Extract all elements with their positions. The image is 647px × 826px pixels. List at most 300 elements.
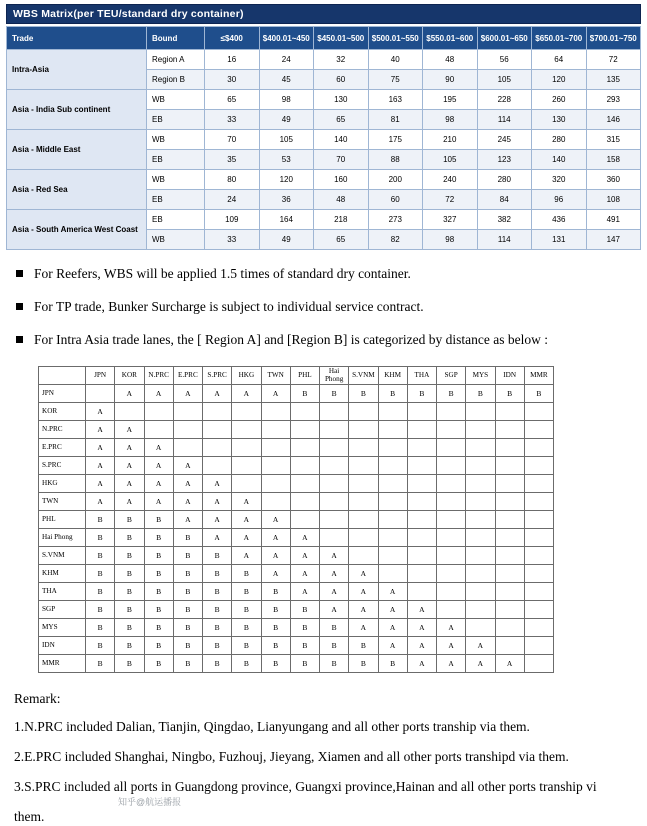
wbs-cell-value: 147 (586, 230, 641, 250)
distance-cell-b: B (320, 636, 349, 654)
distance-cell-b: B (320, 384, 349, 402)
wbs-cell-value: 135 (586, 70, 641, 90)
distance-cell-a: A (437, 654, 466, 672)
wbs-cell-value: 245 (477, 130, 532, 150)
wbs-cell-value: 45 (259, 70, 314, 90)
distance-cell-empty (232, 438, 261, 456)
wbs-cell-value: 33 (205, 110, 260, 130)
distance-col-header: IDN (495, 366, 524, 384)
distance-cell-a: A (144, 438, 173, 456)
distance-cell-a: A (349, 564, 378, 582)
distance-col-header: E.PRC (173, 366, 202, 384)
distance-cell-b: B (407, 384, 436, 402)
distance-cell-a: A (144, 456, 173, 474)
distance-cell-b: B (144, 564, 173, 582)
distance-cell-b: B (378, 384, 407, 402)
distance-cell-empty (495, 600, 524, 618)
distance-cell-b: B (261, 600, 290, 618)
distance-cell-empty (407, 438, 436, 456)
distance-cell-diagonal (320, 528, 349, 546)
distance-cell-b: B (173, 654, 202, 672)
distance-cell-a: A (115, 384, 144, 402)
remark-line-3: 3.S.PRC included all ports in Guangdong province, Guangxi province,Hainan and all other ports tranship vi (14, 779, 597, 795)
distance-cell-a: A (115, 420, 144, 438)
distance-cell-b: B (290, 384, 319, 402)
wbs-cell-value: 175 (368, 130, 423, 150)
distance-cell-empty (173, 420, 202, 438)
distance-cell-b: B (115, 528, 144, 546)
distance-cell-diagonal (232, 474, 261, 492)
distance-cell-empty (232, 402, 261, 420)
bullet-square-icon (16, 270, 23, 277)
distance-cell-diagonal (495, 636, 524, 654)
distance-cell-b: B (232, 582, 261, 600)
distance-cell-b: B (261, 636, 290, 654)
distance-cell-empty (524, 492, 553, 510)
distance-cell-empty (466, 492, 495, 510)
distance-cell-empty (524, 402, 553, 420)
distance-cell-empty (524, 618, 553, 636)
distance-cell-b: B (290, 600, 319, 618)
distance-body (39, 384, 554, 672)
remark-line-2: 2.E.PRC included Shanghai, Ningbo, Fuzhouj, Jieyang, Xiamen and all other ports transhipd via them. (14, 749, 569, 765)
distance-cell-diagonal (466, 618, 495, 636)
distance-cell-empty (320, 492, 349, 510)
distance-cell-empty (349, 456, 378, 474)
wbs-cell-value: 195 (423, 90, 478, 110)
notes-list (0, 266, 647, 349)
distance-cell-b: B (173, 528, 202, 546)
wbs-cell-value: 70 (314, 150, 369, 170)
wbs-cell-value: 53 (259, 150, 314, 170)
wbs-cell-value: 240 (423, 170, 478, 190)
distance-cell-b: B (173, 600, 202, 618)
distance-cell-b: B (115, 618, 144, 636)
distance-cell-empty (290, 492, 319, 510)
distance-cell-b: B (203, 564, 232, 582)
wbs-header-col-1: ≤$400 (205, 27, 260, 50)
distance-cell-empty (407, 402, 436, 420)
wbs-cell-bound: EB (147, 190, 205, 210)
wbs-cell-value: 88 (368, 150, 423, 170)
wbs-cell-bound: Region A (147, 50, 205, 70)
wbs-cell-value: 315 (586, 130, 641, 150)
distance-cell-b: B (144, 618, 173, 636)
wbs-cell-trade: Asia - South America West Coast (7, 210, 147, 250)
distance-col-header: S.PRC (203, 366, 232, 384)
distance-cell-a: A (349, 618, 378, 636)
wbs-header-col-6: $600.01~650 (477, 27, 532, 50)
watermark: 知乎@航运播报 (118, 797, 182, 807)
distance-cell-b: B (173, 618, 202, 636)
distance-row-header: E.PRC (39, 438, 86, 456)
wbs-cell-value: 327 (423, 210, 478, 230)
wbs-cell-value: 280 (532, 130, 587, 150)
distance-cell-a: A (407, 618, 436, 636)
distance-col-header: JPN (86, 366, 115, 384)
distance-cell-b: B (86, 510, 115, 528)
wbs-cell-value: 140 (532, 150, 587, 170)
distance-row-header: MYS (39, 618, 86, 636)
wbs-cell-value: 65 (314, 230, 369, 250)
distance-col-header: KOR (115, 366, 144, 384)
distance-cell-empty (524, 564, 553, 582)
wbs-cell-bound: Region B (147, 70, 205, 90)
note-text: For Reefers, WBS will be applied 1.5 times of standard dry container. (34, 266, 411, 281)
wbs-cell-value: 56 (477, 50, 532, 70)
distance-row-header: PHL (39, 510, 86, 528)
distance-cell-empty (320, 402, 349, 420)
distance-cell-a: A (115, 438, 144, 456)
distance-cell-empty (495, 528, 524, 546)
distance-cell-empty (437, 546, 466, 564)
distance-col-header: HKG (232, 366, 261, 384)
distance-cell-empty (524, 582, 553, 600)
table-row (39, 618, 554, 636)
distance-header-row (39, 366, 554, 384)
wbs-table-body (7, 50, 641, 250)
wbs-cell-value: 273 (368, 210, 423, 230)
note-text: For Intra Asia trade lanes, the [ Region A] and [Region B] is categorized by distance as below : (34, 332, 548, 348)
wbs-cell-bound: WB (147, 170, 205, 190)
note-item-tp-trade (34, 299, 629, 315)
distance-cell-empty (466, 438, 495, 456)
distance-cell-a: A (349, 600, 378, 618)
distance-cell-empty (495, 510, 524, 528)
distance-cell-b: B (290, 618, 319, 636)
distance-cell-b: B (86, 600, 115, 618)
distance-cell-empty (437, 492, 466, 510)
table-row (39, 402, 554, 420)
distance-cell-empty (378, 474, 407, 492)
distance-cell-diagonal (144, 420, 173, 438)
wbs-header-col-4: $500.01~550 (368, 27, 423, 50)
wbs-header-trade: Trade (7, 27, 147, 50)
distance-cell-empty (495, 420, 524, 438)
table-row (39, 438, 554, 456)
distance-cell-empty (466, 564, 495, 582)
distance-cell-empty (290, 438, 319, 456)
distance-cell-a: A (232, 492, 261, 510)
wbs-cell-value: 65 (205, 90, 260, 110)
wbs-cell-value: 48 (423, 50, 478, 70)
distance-cell-a: A (407, 600, 436, 618)
distance-cell-a: A (144, 384, 173, 402)
distance-row-header: S.PRC (39, 456, 86, 474)
distance-cell-b: B (86, 564, 115, 582)
wbs-cell-value: 120 (259, 170, 314, 190)
wbs-cell-value: 98 (423, 230, 478, 250)
wbs-cell-value: 260 (532, 90, 587, 110)
wbs-cell-value: 105 (259, 130, 314, 150)
distance-cell-b: B (173, 582, 202, 600)
distance-cell-a: A (203, 528, 232, 546)
distance-cell-a: A (378, 600, 407, 618)
distance-cell-a: A (173, 474, 202, 492)
distance-cell-empty (437, 438, 466, 456)
wbs-header-col-7: $650.01~700 (532, 27, 587, 50)
table-row (7, 170, 641, 190)
distance-cell-a: A (173, 384, 202, 402)
distance-cell-b: B (203, 636, 232, 654)
distance-cell-b: B (86, 582, 115, 600)
distance-cell-diagonal (290, 510, 319, 528)
distance-col-header: THA (407, 366, 436, 384)
distance-cell-empty (466, 600, 495, 618)
distance-cell-empty (524, 600, 553, 618)
distance-cell-a: A (144, 474, 173, 492)
distance-cell-b: B (115, 564, 144, 582)
table-row (39, 582, 554, 600)
wbs-header-col-3: $450.01~500 (314, 27, 369, 50)
wbs-cell-value: 228 (477, 90, 532, 110)
distance-cell-a: A (232, 546, 261, 564)
distance-cell-b: B (86, 654, 115, 672)
distance-cell-empty (349, 420, 378, 438)
wbs-header-col-5: $550.01~600 (423, 27, 478, 50)
wbs-cell-value: 130 (532, 110, 587, 130)
wbs-cell-value: 200 (368, 170, 423, 190)
table-row (7, 130, 641, 150)
distance-row-header: KHM (39, 564, 86, 582)
distance-cell-b: B (86, 618, 115, 636)
distance-row-header: MMR (39, 654, 86, 672)
distance-cell-empty (378, 402, 407, 420)
distance-cell-empty (466, 402, 495, 420)
distance-cell-a: A (173, 510, 202, 528)
table-row (39, 474, 554, 492)
distance-cell-b: B (115, 600, 144, 618)
distance-cell-empty (378, 438, 407, 456)
wbs-cell-value: 131 (532, 230, 587, 250)
bullet-square-icon (16, 303, 23, 310)
distance-cell-a: A (232, 528, 261, 546)
distance-cell-a: A (290, 582, 319, 600)
wbs-cell-trade: Asia - Red Sea (7, 170, 147, 210)
wbs-cell-value: 105 (423, 150, 478, 170)
distance-col-header: SGP (437, 366, 466, 384)
table-row (39, 528, 554, 546)
distance-matrix-container (38, 366, 627, 673)
wbs-cell-value: 90 (423, 70, 478, 90)
distance-cell-b: B (203, 600, 232, 618)
table-row (39, 564, 554, 582)
wbs-cell-value: 98 (423, 110, 478, 130)
distance-cell-empty (203, 420, 232, 438)
distance-cell-diagonal (407, 582, 436, 600)
remark-line-1: 1.N.PRC included Dalian, Tianjin, Qingdao, Lianyungang and all other ports tranship via them. (14, 719, 530, 735)
wbs-cell-value: 163 (368, 90, 423, 110)
distance-col-header: MYS (466, 366, 495, 384)
distance-cell-diagonal (349, 546, 378, 564)
wbs-cell-trade: Asia - Middle East (7, 130, 147, 170)
distance-cell-b: B (203, 654, 232, 672)
distance-cell-empty (407, 420, 436, 438)
distance-cell-a: A (320, 546, 349, 564)
note-text: For TP trade, Bunker Surcharge is subject to individual service contract. (34, 299, 424, 315)
distance-cell-b: B (173, 636, 202, 654)
distance-cell-empty (437, 474, 466, 492)
distance-cell-diagonal (378, 564, 407, 582)
distance-cell-empty (349, 402, 378, 420)
distance-cell-empty (320, 456, 349, 474)
wbs-cell-value: 75 (368, 70, 423, 90)
distance-cell-a: A (115, 474, 144, 492)
wbs-cell-bound: WB (147, 90, 205, 110)
distance-cell-b: B (86, 546, 115, 564)
table-row (39, 546, 554, 564)
distance-cell-a: A (173, 492, 202, 510)
distance-cell-empty (495, 618, 524, 636)
wbs-cell-bound: WB (147, 230, 205, 250)
distance-cell-empty (495, 546, 524, 564)
distance-cell-empty (466, 582, 495, 600)
distance-cell-diagonal (86, 384, 115, 402)
distance-cell-a: A (261, 564, 290, 582)
distance-row-header: THA (39, 582, 86, 600)
wbs-cell-value: 16 (205, 50, 260, 70)
wbs-cell-value: 80 (205, 170, 260, 190)
distance-cell-b: B (261, 618, 290, 636)
table-row (39, 654, 554, 672)
wbs-cell-value: 70 (205, 130, 260, 150)
table-row (7, 210, 641, 230)
distance-cell-a: A (320, 564, 349, 582)
wbs-cell-bound: EB (147, 110, 205, 130)
distance-cell-b: B (437, 384, 466, 402)
table-row (39, 384, 554, 402)
distance-cell-empty (524, 510, 553, 528)
wbs-cell-bound: WB (147, 130, 205, 150)
wbs-header-col-2: $400.01~450 (259, 27, 314, 50)
distance-cell-b: B (86, 636, 115, 654)
distance-cell-empty (378, 528, 407, 546)
distance-cell-empty (320, 510, 349, 528)
distance-cell-a: A (407, 636, 436, 654)
distance-cell-empty (290, 474, 319, 492)
distance-cell-b: B (144, 510, 173, 528)
distance-cell-b: B (203, 618, 232, 636)
distance-row-header: SGP (39, 600, 86, 618)
distance-cell-empty (203, 438, 232, 456)
table-row (39, 600, 554, 618)
distance-row-header: JPN (39, 384, 86, 402)
distance-cell-empty (290, 420, 319, 438)
distance-cell-b: B (378, 654, 407, 672)
distance-col-header: PHL (290, 366, 319, 384)
wbs-header-row (7, 27, 641, 50)
distance-cell-empty (437, 420, 466, 438)
distance-cell-empty (378, 456, 407, 474)
table-row (39, 510, 554, 528)
wbs-cell-value: 33 (205, 230, 260, 250)
wbs-cell-value: 164 (259, 210, 314, 230)
distance-cell-empty (437, 456, 466, 474)
distance-cell-empty (144, 402, 173, 420)
distance-cell-empty (524, 438, 553, 456)
distance-cell-empty (495, 582, 524, 600)
distance-cell-a: A (86, 492, 115, 510)
distance-cell-empty (349, 474, 378, 492)
distance-cell-empty (466, 546, 495, 564)
wbs-cell-value: 280 (477, 170, 532, 190)
distance-cell-empty (261, 402, 290, 420)
distance-cell-b: B (290, 654, 319, 672)
distance-cell-b: B (144, 654, 173, 672)
distance-row-header: Hai Phong (39, 528, 86, 546)
distance-cell-empty (407, 546, 436, 564)
distance-cell-empty (495, 438, 524, 456)
distance-cell-empty (378, 492, 407, 510)
distance-cell-empty (437, 528, 466, 546)
distance-cell-a: A (466, 636, 495, 654)
distance-col-header: KHM (378, 366, 407, 384)
distance-cell-b: B (349, 384, 378, 402)
wbs-table-container (6, 26, 641, 250)
wbs-cell-value: 360 (586, 170, 641, 190)
distance-cell-a: A (378, 582, 407, 600)
distance-cell-b: B (349, 636, 378, 654)
distance-cell-empty (173, 402, 202, 420)
distance-cell-a: A (86, 474, 115, 492)
distance-row-header: S.VNM (39, 546, 86, 564)
distance-cell-empty (495, 474, 524, 492)
distance-cell-empty (203, 402, 232, 420)
distance-row-header: TWN (39, 492, 86, 510)
distance-cell-b: B (144, 528, 173, 546)
distance-cell-empty (261, 474, 290, 492)
wbs-cell-value: 36 (259, 190, 314, 210)
wbs-cell-value: 109 (205, 210, 260, 230)
wbs-cell-value: 114 (477, 230, 532, 250)
distance-col-header: N.PRC (144, 366, 173, 384)
distance-cell-b: B (261, 582, 290, 600)
distance-cell-a: A (86, 456, 115, 474)
distance-cell-a: A (203, 510, 232, 528)
distance-cell-b: B (115, 654, 144, 672)
distance-row-header: IDN (39, 636, 86, 654)
wbs-cell-value: 60 (314, 70, 369, 90)
distance-cell-b: B (144, 600, 173, 618)
distance-cell-b: B (466, 384, 495, 402)
distance-cell-empty (378, 546, 407, 564)
distance-cell-b: B (261, 654, 290, 672)
wbs-matrix-table (6, 26, 641, 250)
distance-corner-cell (39, 366, 86, 384)
distance-cell-a: A (86, 420, 115, 438)
distance-cell-empty (466, 474, 495, 492)
distance-cell-b: B (203, 582, 232, 600)
distance-cell-empty (437, 402, 466, 420)
wbs-cell-value: 84 (477, 190, 532, 210)
distance-cell-empty (437, 510, 466, 528)
distance-cell-b: B (115, 582, 144, 600)
remarks-heading: Remark: (14, 690, 61, 706)
distance-cell-a: A (261, 546, 290, 564)
distance-cell-empty (437, 564, 466, 582)
table-row (7, 90, 641, 110)
wbs-cell-value: 210 (423, 130, 478, 150)
wbs-cell-value: 35 (205, 150, 260, 170)
distance-cell-b: B (115, 546, 144, 564)
distance-cell-a: A (232, 384, 261, 402)
distance-col-header: Hai Phong (320, 366, 349, 384)
distance-cell-empty (232, 420, 261, 438)
distance-cell-a: A (115, 492, 144, 510)
distance-cell-a: A (261, 384, 290, 402)
distance-cell-diagonal (261, 492, 290, 510)
distance-cell-empty (349, 492, 378, 510)
